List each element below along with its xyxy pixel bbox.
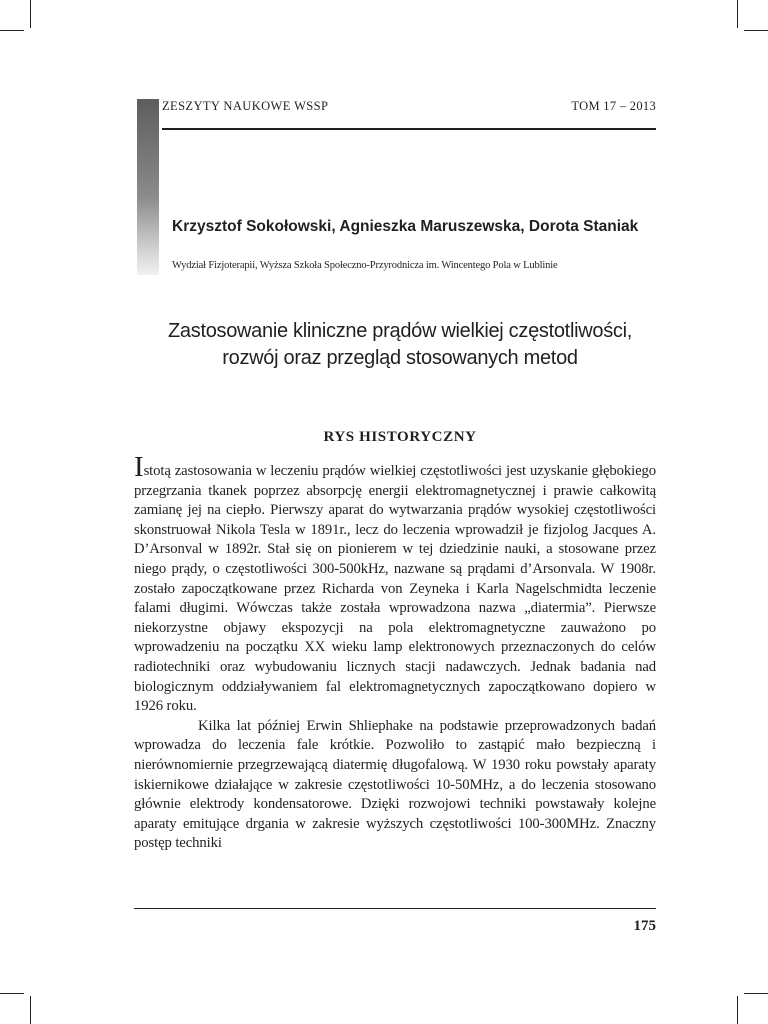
- crop-mark: [30, 996, 31, 1024]
- crop-mark: [0, 30, 24, 31]
- crop-mark: [737, 996, 738, 1024]
- crop-mark: [744, 993, 768, 994]
- crop-mark: [30, 0, 31, 28]
- affiliation: Wydział Fizjoterapii, Wyższa Szkoła Społeczno-Przyrodnicza im. Wincentego Pola w Lublinie: [172, 260, 558, 271]
- header-side-bar: [137, 99, 159, 275]
- page-number: 175: [633, 918, 656, 934]
- drop-cap: I: [134, 451, 144, 483]
- authors: Krzysztof Sokołowski, Agnieszka Maruszewska, Dorota Staniak: [172, 218, 639, 235]
- paragraph-1: [134, 451, 656, 717]
- crop-mark: [0, 993, 24, 994]
- footer-rule: [134, 908, 656, 909]
- volume-label: TOM 17 – 2013: [571, 99, 656, 113]
- article-title: Zastosowanie kliniczne prądów wielkiej częstotliwości, rozwój oraz przegląd stosowanych metod: [168, 320, 632, 369]
- journal-name: ZESZYTY NAUKOWE WSSP: [162, 99, 329, 113]
- header-rule: [162, 128, 656, 130]
- crop-mark: [744, 30, 768, 31]
- paragraph-1-text: stotą zastosowania w leczeniu prądów wielkiej częstotliwości jest uzyskanie głębokiego przegrzania tkanek poprzez absorpcję energii elektromagnetycznej i prawie całkowitą zamianę jej na ciepło. Pierwszy aparat do wytwarzania prądów wysokiej częstotliwości skonstruował Nikola Tesla w 1891r., lecz do leczenia wprowadził je fizjolog Jacques A. D’Arsonval w 1892r. Stał się on pionierem w tej dziedzinie nauki, a stosowane przez niego prądy, o częstotliwości 300-500kHz, nazwane są prądami d’Arsonvala. W 1908r. zostało zapoczątkowane przez Richarda von Zeyneka i Karla Nagelschmidta leczenie falami długimi. Wówczas także została wprowadzona nazwa „diatermia”. Pierwsze niekorzystne objawy ekspozycji na pola elektromagnetyczne zauważono po wprowadzeniu na początku XX wieku lamp elektronowych przeznaczonych do celów radiotechniki oraz wybudowaniu licznych stacji nadawczych. Jednak badania nad biologicznym oddziaływaniem fal elektromagnetycznych zapoczątkowano dopiero w 1926 roku.: [134, 463, 656, 715]
- section-heading: RYS HISTORYCZNY: [323, 429, 477, 445]
- crop-mark: [737, 0, 738, 28]
- paragraph-2: Kilka lat później Erwin Shliephake na podstawie przeprowadzonych badań wprowadza do leczenia fale krótkie. Pozwoliło to zastąpić mało bezpieczną i nierównomiernie przegrzewającą diatermię długofalową. W 1930 roku powstały aparaty iskiernikowe działające w zakresie częstotliwości 10-50MHz, a do leczenia stosowano głównie elektrody kondensatorowe. Dzięki rozwojowi techniki powstawały kolejne aparaty emitujące drgania w zakresie wyższych częstotliwości 100-300MHz. Znaczny postęp techniki: [134, 717, 656, 852]
- body-text: [134, 451, 656, 854]
